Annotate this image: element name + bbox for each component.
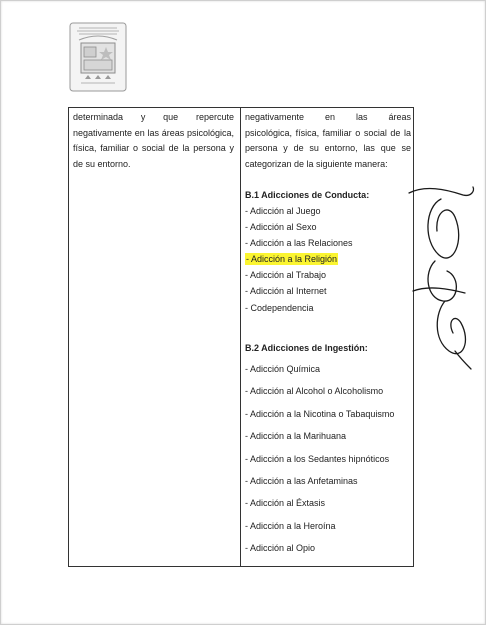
- list-item-text: - Adicción a las Relaciones: [245, 238, 353, 249]
- list-item-text: - Adicción al Juego: [245, 206, 321, 216]
- list-item-text: - Adicción a los Sedantes hipnóticos: [245, 453, 390, 464]
- left-cell-text: [73, 110, 234, 172]
- list-item: [245, 425, 394, 447]
- left-line: física, familiar o social de la persona y: [73, 143, 234, 154]
- list-item-text: - Adicción al Alcohol o Alcoholismo: [245, 386, 384, 397]
- list-item-text: - Adicción Química: [245, 364, 321, 374]
- coat-of-arms-icon: [69, 22, 127, 92]
- section-b2-list: [245, 358, 394, 560]
- right-line: persona y de su entorno, las que se: [245, 143, 411, 154]
- left-line: negativamente en las áreas psicológica,: [73, 127, 234, 138]
- list-item: [245, 470, 394, 492]
- left-line: de su entorno.: [73, 158, 131, 169]
- right-line: psicológica, física, familiar o social de la: [245, 127, 411, 138]
- list-item: [245, 358, 394, 380]
- list-item: [245, 300, 353, 316]
- list-item: [245, 380, 394, 402]
- right-cell-text: [245, 110, 411, 172]
- list-item-text: - Adicción a la Marihuana: [245, 431, 347, 442]
- list-item-text: - Adicción al Internet: [245, 286, 327, 297]
- signature-icon: [405, 181, 477, 371]
- list-item: [245, 235, 353, 251]
- section-b1-list: [245, 203, 353, 316]
- list-item: [245, 219, 353, 235]
- section-b2-title: B.2 Adicciones de Ingestión:: [245, 343, 368, 353]
- content-table: [68, 107, 414, 567]
- right-line: negativamente en las áreas: [245, 112, 411, 122]
- list-item-text: - Adicción al Éxtasis: [245, 498, 326, 509]
- list-item: [245, 492, 394, 514]
- list-item-text: - Adicción al Sexo: [245, 222, 317, 233]
- list-item-text: - Adicción al Trabajo: [245, 270, 327, 281]
- list-item: [245, 515, 394, 537]
- list-item: [245, 448, 394, 470]
- list-item: [245, 267, 353, 283]
- column-divider: [240, 108, 241, 566]
- list-item-text: - Adicción al Opio: [245, 543, 316, 554]
- list-item-highlighted: [245, 251, 353, 267]
- list-item: [245, 203, 353, 219]
- list-item-text: - Adicción a la Nicotina o Tabaquismo: [245, 408, 395, 419]
- highlighted-text: - Adicción a la Religión: [246, 254, 338, 265]
- list-item-text: - Adicción a las Anfetaminas: [245, 475, 358, 486]
- list-item: [245, 403, 394, 425]
- list-item: [245, 283, 353, 299]
- list-item: [245, 537, 394, 559]
- left-line: determinada y que repercute: [73, 112, 234, 122]
- list-item-text: - Codependencia: [245, 302, 314, 313]
- list-item-text: - Adicción a la Heroína: [245, 520, 336, 531]
- section-b1-title: B.1 Adicciones de Conducta:: [245, 190, 370, 200]
- right-line: categorizan de la siguiente manera:: [245, 158, 388, 169]
